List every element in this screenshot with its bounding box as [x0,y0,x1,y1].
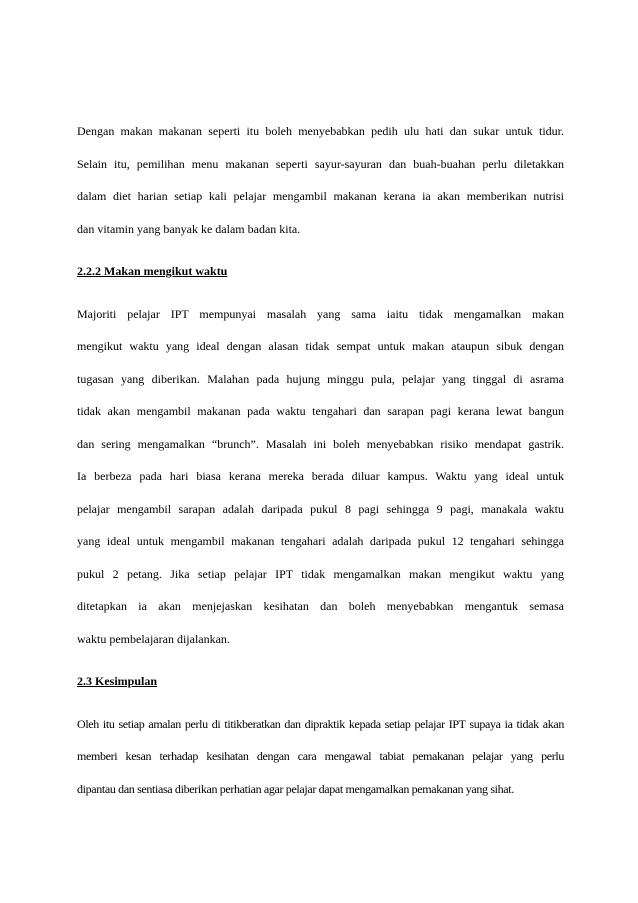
paragraph-line: pukul 2 petang. Jika setiap pelajar IPT tidak mengamalkan makan mengikut waktu yang [77,566,564,581]
paragraph-line: dan vitamin yang banyak ke dalam badan kita. [77,221,301,236]
paragraph-line: Oleh itu setiap amalan perlu di titikberatkan dan dipraktik kepada setiap pelajar IPT supaya ia tidak akan [77,716,564,731]
paragraph-line: ditetapkan ia akan menjejaskan kesihatan dan boleh menyebabkan mengantuk semasa [77,599,564,613]
paragraph-line: tugasan yang diberikan. Malahan pada hujung minggu pula, pelajar yang tinggal di asrama [77,371,564,386]
section-heading-kesimpulan: 2.3 Kesimpulan [77,674,158,688]
paragraph-line: Ia berbeza pada hari biasa kerana mereka berada diluar kampus. Waktu yang ideal untuk [77,469,564,483]
paragraph-line: dipantau dan sentiasa diberikan perhatian agar pelajar dapat mengamalkan pemakanan yang sihat. [77,781,514,796]
paragraph-line: mengikut waktu yang ideal dengan alasan tidak sempat untuk makan ataupun sibuk dengan [77,339,564,353]
paragraph-line: dalam diet harian setiap kali pelajar mengambil makanan kerana ia akan memberikan nutrisi [77,189,564,203]
paragraph-line: tidak akan mengambil makanan pada waktu tengahari dan sarapan pagi kerana lewat bangun [77,404,564,418]
paragraph-line: waktu pembelajaran dijalankan. [77,631,230,646]
paragraph-line: pelajar mengambil sarapan adalah daripada pukul 8 pagi sehingga 9 pagi, manakala waktu [77,501,564,516]
paragraph-diet [77,115,564,245]
paragraph-line: yang ideal untuk mengambil makanan tengahari adalah daripada pukul 12 tengahari sehingga [77,534,564,548]
paragraph-line: Dengan makan makanan seperti itu boleh menyebabkan pedih ulu hati dan sukar untuk tidur. [77,124,564,138]
paragraph-line: Selain itu, pemilihan menu makanan seperti sayur-sayuran dan buah-buahan perlu diletakkan [77,156,564,171]
page-content [77,115,564,805]
paragraph-line: Majoriti pelajar IPT mempunyai masalah yang sama iaitu tidak mengamalkan makan [77,306,564,321]
paragraph-kesimpulan [77,708,564,806]
section-heading-makan-mengikut-waktu: 2.2.2 Makan mengikut waktu [77,264,228,278]
paragraph-line: dan sering mengamalkan “brunch”. Masalah ini boleh menyebabkan risiko mendapat gastrik. [77,436,564,451]
paragraph-line: memberi kesan terhadap kesihatan dengan cara mengawal tabiat pemakanan pelajar yang perlu [77,749,564,763]
paragraph-makan-mengikut-waktu [77,298,564,656]
